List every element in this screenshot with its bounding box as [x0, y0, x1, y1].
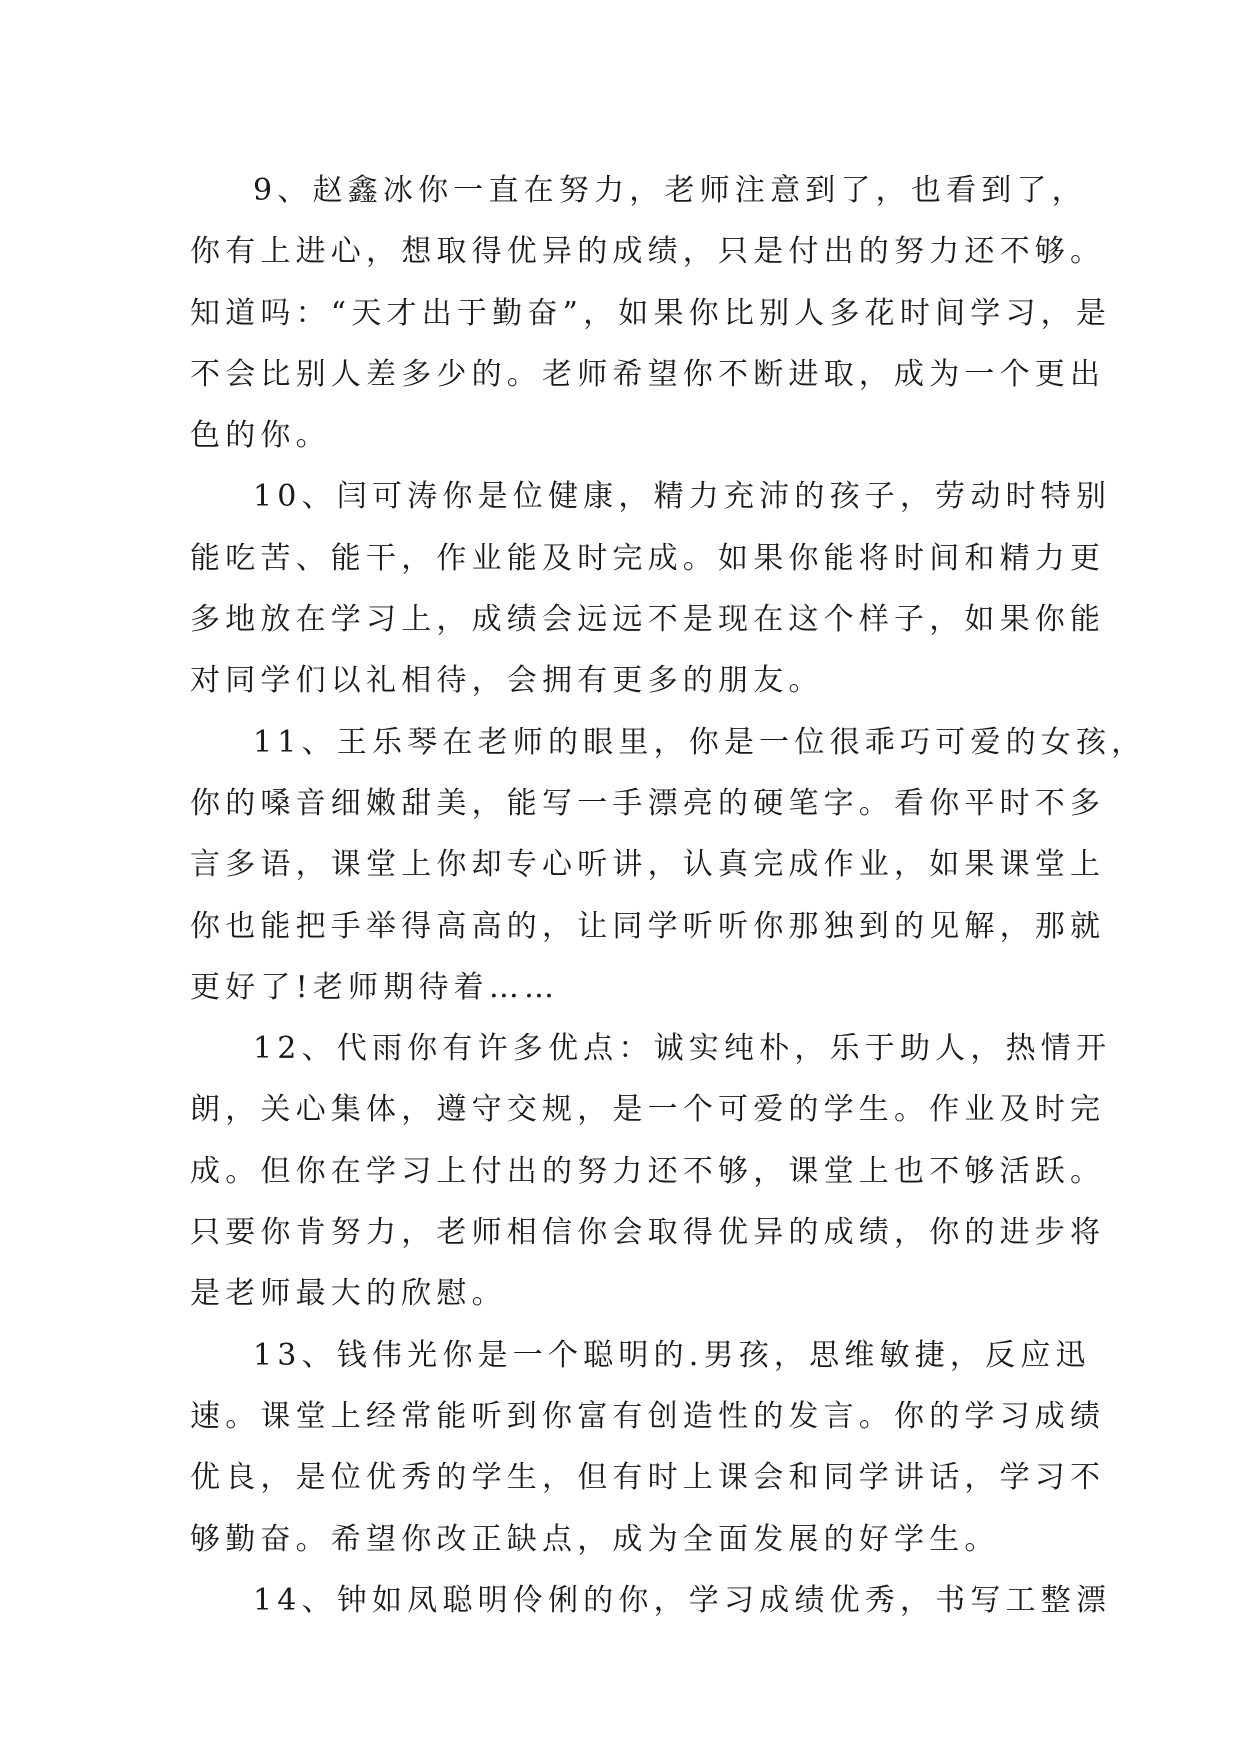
- text-line: 12、代雨你有许多优点：诚实纯朴，乐于助人，热情开: [253, 1031, 1112, 1067]
- text-line: 你有上进心，想取得优异的成绩，只是付出的努力还不够。: [190, 234, 1106, 270]
- text-line: 能吃苦、能干，作业能及时完成。如果你能将时间和精力更: [190, 540, 1106, 576]
- text-line: 11、王乐琴在老师的眼里，你是一位很乖巧可爱的女孩，: [253, 724, 1147, 760]
- text-line: 优良，是位优秀的学生，但有时上课会和同学讲话，学习不: [190, 1460, 1106, 1496]
- text-line: 朗，关心集体，遵守交规，是一个可爱的学生。作业及时完: [190, 1092, 1106, 1128]
- text-line: 你的嗓音细嫩甜美，能写一手漂亮的硬笔字。看你平时不多: [190, 785, 1106, 821]
- text-line: 够勤奋。希望你改正缺点，成为全面发展的好学生。: [190, 1521, 1000, 1557]
- text-line: 对同学们以礼相待，会拥有更多的朋友。: [190, 663, 824, 699]
- text-line: 多地放在学习上，成绩会远远不是现在这个样子，如果你能: [190, 602, 1106, 638]
- text-line: 是老师最大的欣慰。: [190, 1276, 507, 1312]
- text-line: 更好了!老师期待着……: [190, 969, 560, 1005]
- text-line: 9、赵鑫冰你一直在努力，老师注意到了，也看到了，: [253, 173, 1087, 208]
- text-line: 你也能把手举得高高的，让同学听听你那独到的见解，那就: [190, 908, 1106, 944]
- text-line: 不会比别人差多少的。老师希望你不断进取，成为一个更出: [190, 356, 1106, 392]
- text-line: 14、钟如凤聪明伶俐的你，学习成绩优秀，书写工整漂: [253, 1582, 1112, 1618]
- text-line: 成。但你在学习上付出的努力还不够，课堂上也不够活跃。: [190, 1153, 1106, 1189]
- text-line: 知道吗：“天才出于勤奋”，如果你比别人多花时间学习，是: [190, 295, 1112, 331]
- text-line: 言多语，课堂上你却专心听讲，认真完成作业，如果课堂上: [190, 847, 1106, 883]
- text-line: 13、钱伟光你是一个聪明的.男孩，思维敏捷，反应迅: [253, 1337, 1091, 1373]
- text-line: 色的你。: [190, 418, 331, 454]
- text-line: 只要你肯努力，老师相信你会取得优异的成绩，你的进步将: [190, 1215, 1106, 1251]
- document-body: [190, 160, 1147, 1631]
- text-line: 10、闫可涛你是位健康，精力充沛的孩子，劳动时特别: [253, 479, 1112, 515]
- text-line: 速。课堂上经常能听到你富有创造性的发言。你的学习成绩: [190, 1398, 1106, 1434]
